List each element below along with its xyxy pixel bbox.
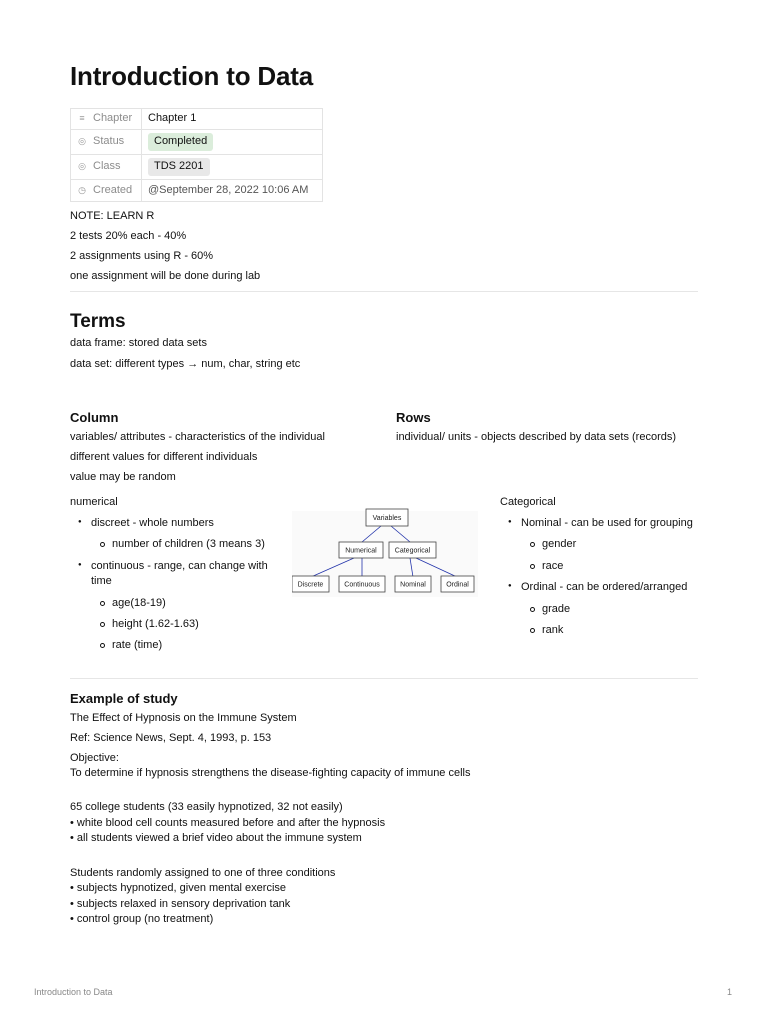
- property-key: Status: [93, 135, 125, 148]
- list-item: rate (time): [70, 638, 270, 653]
- objective-text: To determine if hypnosis strengthens the disease-fighting capacity of immune cells: [70, 767, 471, 779]
- rows-heading: Rows: [396, 410, 431, 425]
- variables-diagram: [292, 505, 478, 597]
- list-item: ● Nominal - can be used for grouping gender race: [500, 516, 698, 574]
- list-icon: ≡: [79, 113, 85, 124]
- diagram-mid-label: Numerical: [345, 547, 377, 555]
- rows-line: individual/ units - objects described by data sets (records): [396, 431, 677, 443]
- page-number: 1: [727, 987, 733, 997]
- sample-line: • all students viewed a brief video about the immune system: [70, 832, 362, 844]
- numerical-label: numerical: [70, 496, 118, 508]
- property-row-created: [71, 180, 323, 202]
- divider: [70, 291, 698, 292]
- property-key: Created: [93, 183, 133, 196]
- properties-table: [70, 108, 323, 202]
- study-heading: Example of study: [70, 691, 178, 706]
- diagram-root-label: Variables: [372, 515, 402, 522]
- terms-line: data set: different types → num, char, string etc: [70, 358, 301, 370]
- condition-line: Students randomly assigned to one of three conditions: [70, 867, 336, 879]
- list-item: height (1.62-1.63): [70, 617, 270, 632]
- sample-line: 65 college students (33 easily hypnotized, 32 not easily): [70, 801, 343, 813]
- condition-line: • control group (no treatment): [70, 913, 214, 925]
- column-heading: Column: [70, 410, 119, 425]
- note-line: one assignment will be done during lab: [70, 270, 261, 282]
- terms-heading: Terms: [70, 311, 126, 332]
- list-item: ● discreet - whole numbers number of children (3 means 3): [70, 516, 270, 553]
- property-row-class: [71, 155, 323, 180]
- study-ref-line: Ref: Science News, Sept. 4, 1993, p. 153: [70, 732, 272, 744]
- list-item: age(18-19): [70, 596, 270, 611]
- condition-line: • subjects relaxed in sensory deprivation tank: [70, 898, 291, 910]
- clock-icon: ◷: [78, 184, 86, 195]
- list-item: grade: [500, 602, 698, 617]
- list-item: race: [500, 559, 698, 574]
- terms-line: data frame: stored data sets: [70, 337, 207, 349]
- list-item: ● Ordinal - can be ordered/arranged grade rank: [500, 580, 698, 638]
- property-value[interactable]: Chapter 1: [142, 109, 323, 130]
- select-icon: ◎: [78, 161, 86, 172]
- footer-title: Introduction to Data: [34, 987, 113, 997]
- property-row-status: [71, 130, 323, 155]
- divider: [70, 678, 698, 679]
- column-line: variables/ attributes - characteristics of the individual: [70, 431, 325, 443]
- select-icon: ◎: [78, 136, 86, 147]
- column-line: value may be random: [70, 471, 176, 483]
- study-title-line: The Effect of Hypnosis on the Immune System: [70, 712, 297, 724]
- list-item: gender: [500, 537, 698, 552]
- numerical-list: [70, 516, 270, 660]
- list-item: ● continuous - range, can change with time age(18-19) height (1.62-1.63) rate (time): [70, 559, 270, 654]
- property-row-chapter: [71, 109, 323, 130]
- note-line: NOTE: LEARN R: [70, 210, 155, 222]
- diagram-leaf-label: Nominal: [400, 581, 426, 589]
- diagram-leaf-label: Discrete: [297, 581, 324, 589]
- created-date: @September 28, 2022 10:06 AM: [142, 180, 323, 202]
- condition-line: • subjects hypnotized, given mental exercise: [70, 882, 287, 894]
- note-line: 2 tests 20% each - 40%: [70, 230, 187, 242]
- class-badge[interactable]: TDS 2201: [148, 158, 210, 175]
- note-line: 2 assignments using R - 60%: [70, 250, 214, 262]
- diagram-mid-label: Categorical: [394, 547, 431, 555]
- diagram-leaf-label: Continuous: [344, 581, 380, 589]
- list-item: rank: [500, 623, 698, 638]
- column-line: different values for different individuals: [70, 451, 258, 463]
- categorical-list: [500, 516, 698, 644]
- list-item: number of children (3 means 3): [70, 537, 270, 552]
- property-key: Chapter: [93, 112, 133, 125]
- property-key: Class: [93, 160, 121, 173]
- page-title: Introduction to Data: [70, 61, 313, 91]
- sample-line: • white blood cell counts measured before and after the hypnosis: [70, 817, 386, 829]
- categorical-label: Categorical: [500, 496, 556, 508]
- status-badge[interactable]: Completed: [148, 133, 213, 150]
- diagram-leaf-label: Ordinal: [446, 581, 469, 589]
- objective-label: Objective:: [70, 752, 119, 764]
